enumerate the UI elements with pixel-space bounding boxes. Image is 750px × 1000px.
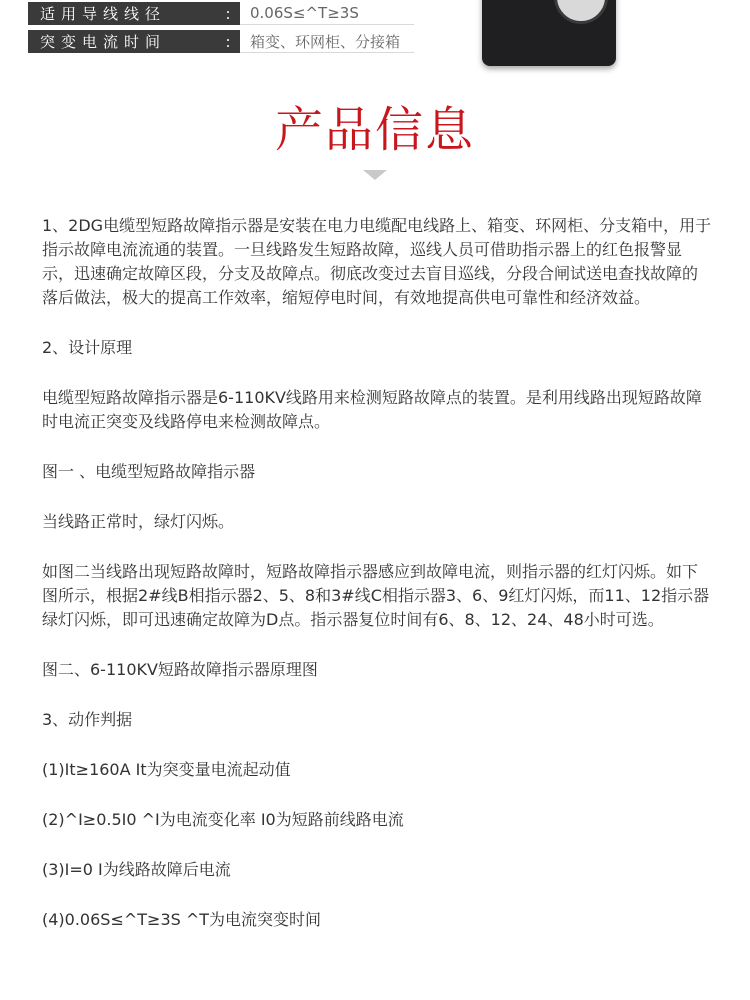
spec-colon: : <box>216 30 240 53</box>
product-description <box>42 214 712 958</box>
criterion-3: (3)I=0 I为线路故障后电流 <box>42 860 231 879</box>
criterion-1: (1)It≥160A It为突变量电流起动值 <box>42 760 291 779</box>
spec-label: 突变电流时间 <box>28 30 216 53</box>
spec-row-wire-diameter <box>28 2 414 25</box>
product-image <box>482 0 616 66</box>
chevron-down-icon <box>363 170 387 180</box>
criterion-2: (2)^I≥0.5I0 ^I为电流变化率 I0为短路前线路电流 <box>42 810 404 829</box>
paragraph-principle: 电缆型短路故障指示器是6-110KV线路用来检测短路故障点的装置。是利用线路出现短路故障时电流正突变及线路停电来检测故障点。 <box>42 388 702 431</box>
paragraph-fault-state: 如图二当线路出现短路故障时，短路故障指示器感应到故障电流，则指示器的红灯闪烁。如下图所示，根据2#线B相指示器2、5、8和3#线C相指示器3、6、9红灯闪烁，而11、12指示器绿灯闪烁，即可迅速确定故障为D点。指示器复位时间有6、8、12、24、48小时可选。 <box>42 562 710 629</box>
paragraph-normal-state: 当线路正常时，绿灯闪烁。 <box>42 512 235 531</box>
device-indicator-face <box>554 0 608 24</box>
section-title: 产品信息 <box>274 102 475 158</box>
heading-design-principle: 2、设计原理 <box>42 338 133 357</box>
spec-label: 适用导线线径 <box>28 2 216 25</box>
spec-row-current-time <box>28 30 414 53</box>
spec-value: 0.06S≤^T≥3S <box>240 2 414 25</box>
paragraph-intro: 1、2DG电缆型短路故障指示器是安装在电力电缆配电线路上、箱变、环网柜、分支箱中，用于指示故障电流流通的装置。一旦线路发生短路故障，巡线人员可借助指示器上的红色报警显示，迅速确定故障区段，分支及故障点。彻底改变过去盲目巡线，分段合闸试送电查找故障的落后做法，极大的提高工作效率，缩短停电时间，有效地提高供电可靠性和经济效益。 <box>42 216 712 307</box>
criterion-4: (4)0.06S≤^T≥3S ^T为电流突变时间 <box>42 910 322 929</box>
heading-action-criteria: 3、动作判据 <box>42 710 133 729</box>
spec-colon: : <box>216 2 240 25</box>
figure-caption-1: 图一 、电缆型短路故障指示器 <box>42 462 256 481</box>
spec-value: 箱变、环网柜、分接箱 <box>240 30 414 53</box>
figure-caption-2: 图二、6-110KV短路故障指示器原理图 <box>42 660 318 679</box>
